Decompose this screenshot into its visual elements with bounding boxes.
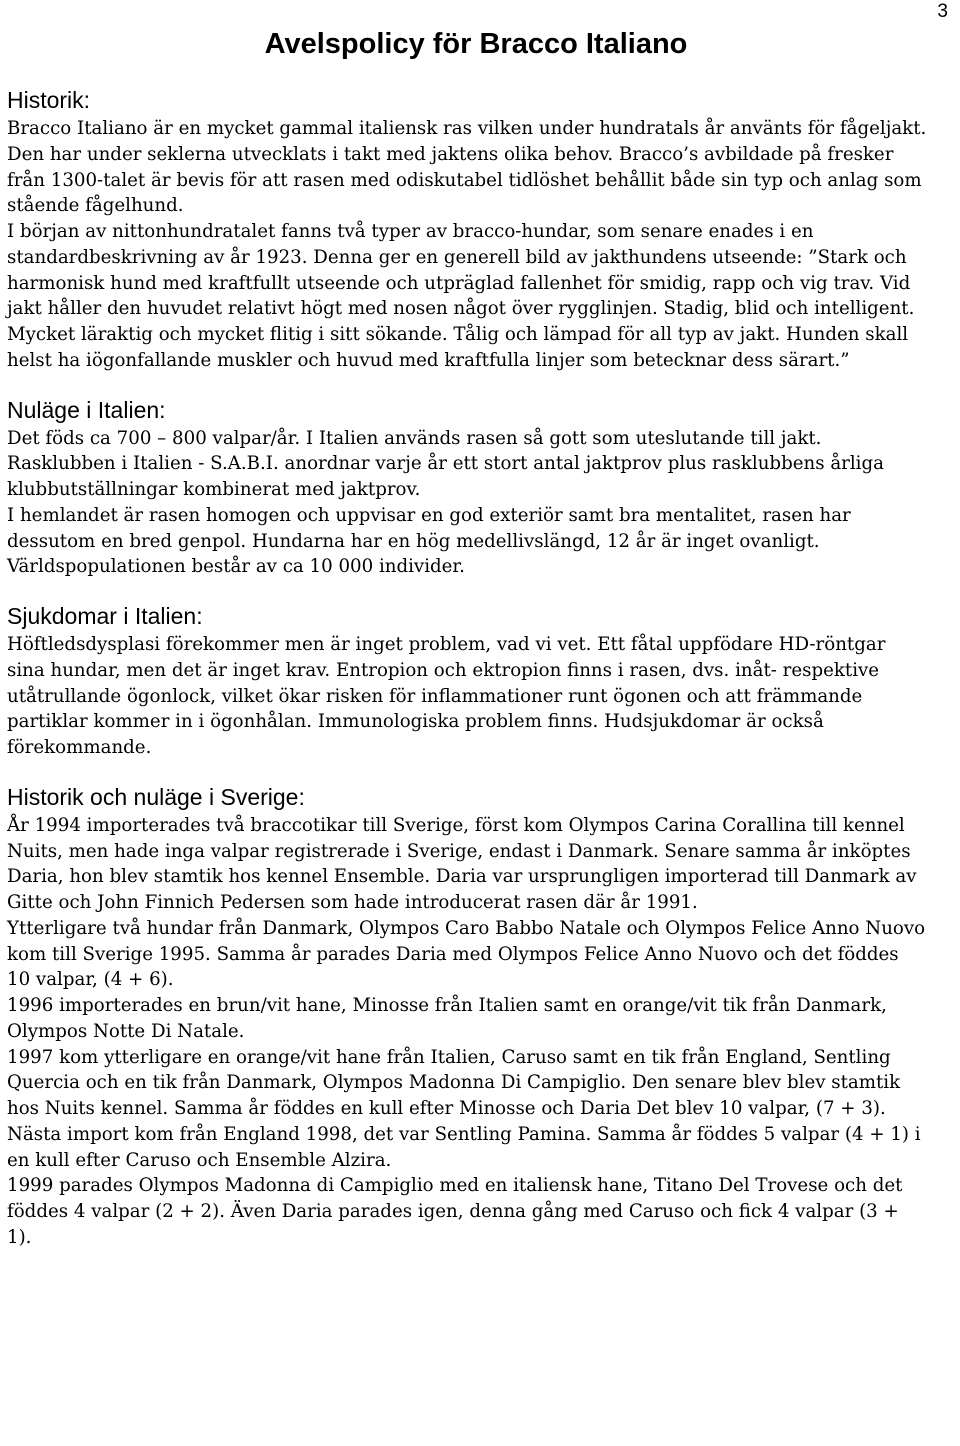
paragraph: Det föds ca 700 – 800 valpar/år. I Italien används rasen så gott som uteslutande till jakt. Rasklubben i Italien - S.A.B.I. anordnar varje år ett stort antal jaktprov plus rasklubbens årliga klubbutställningar kombinerat med jaktprov. [7, 427, 884, 500]
document-title: Avelspolicy för Bracco Italiano [264, 28, 688, 60]
paragraph: Nästa import kom från England 1998, det var Sentling Pamina. Samma år föddes 5 valpar (4 + 1) i en kull efter Caruso och Ensemble Alzira. [7, 1123, 921, 1171]
section-nulage-italien [7, 396, 927, 581]
paragraph: Höftledsdysplasi förekommer men är inget problem, vad vi vet. Ett fåtal uppfödare HD-röntgar sina hundar, men det är inget krav. Entropion och ektropion finns i rasen, dvs. inåt- respektive utåtrullande ögonlock, vilket ökar risken för inflammationer runt ögonen och att främmande partiklar kommer in i ögonhålan. Immunologiska problem finns. Hudsjukdomar är också förekommande. [7, 634, 886, 758]
paragraph: I början av nittonhundratalet fanns två typer av bracco-hundar, som senare enades i en standardbeskrivning av år 1923. Denna ger en generell bild av jakthundens utseende: ”Stark och harmonisk hund med kraftfullt utseende och utpräglad fallenhet för smidig, rapp och vig trav. Vid jakt håller den huvudet relativt högt med nosen något över rygglinjen. Stadig, blid och intelligent. Mycket läraktig och mycket flitig i sitt sökande. Tålig och lämpad för all typ av jakt. Hunden skall helst ha iögonfallande muskler och huvud med kraftfulla linjer som betecknar dess särart.” [7, 221, 915, 371]
page-number: 3 [937, 1, 948, 22]
section-heading: Historik: [7, 87, 91, 113]
section-heading: Sjukdomar i Italien: [7, 603, 203, 629]
paragraph: 1999 parades Olympos Madonna di Campiglio med en italiensk hane, Titano Del Trovese och det föddes 4 valpar (2 + 2). Även Daria parades igen, denna gång med Caruso och fick 4 valpar (3 + 1). [7, 1175, 903, 1248]
paragraph: I hemlandet är rasen homogen och uppvisar en god exteriör samt bra mentalitet, rasen har dessutom en bred genpol. Hundarna har en hög medellivslängd, 12 år är inget ovanligt. Världspopulationen består av ca 10 000 individer. [7, 504, 851, 578]
section-heading: Historik och nuläge i Sverige: [7, 783, 305, 810]
paragraph: Bracco Italiano är en mycket gammal italiensk ras vilken under hundratals år använts för fågeljakt. Den har under seklerna utvecklats i takt med jaktens olika behov. Bracco’s avbildade på fresker från 1300-talet är bevis för att rasen med odiskutabel tidlöshet behållit både sin typ och anlag som stående fågelhund. [7, 118, 927, 217]
paragraph: År 1994 importerades två braccotikar till Sverige, först kom Olympos Carina Corallina till kennel Nuits, men hade inga valpar registrerade i Sverige, endast i Danmark. Senare samma år inköptes Daria, hon blev stamtik hos kennel Ensemble. Daria var ursprungligen importerad till Danmark av Gitte och John Finnich Pedersen som hade introducerat rasen där år 1991. [7, 814, 917, 913]
paragraph: Ytterligare två hundar från Danmark, Olympos Caro Babbo Natale och Olympos Felice Anno Nuovo kom till Sverige 1995. Samma år parades Daria med Olympos Felice Anno Nuovo och det föddes 10 valpar, (4 + 6). [7, 917, 926, 991]
section-heading: Nuläge i Italien: [7, 396, 166, 423]
section-sjukdomar-italien [7, 602, 927, 761]
section-historik [7, 86, 927, 374]
section-historik-sverige [7, 783, 927, 1251]
paragraph: 1997 kom ytterligare en orange/vit hane från Italien, Caruso samt en tik från England, Sentling Quercia och en tik från Danmark, Olympos Madonna Di Campiglio. Den senare blev blev stamtik hos Nuits kennel. Samma år föddes en kull efter Minosse och Daria Det blev 10 valpar, (7 + 3). [7, 1046, 901, 1119]
document-body [7, 86, 927, 1251]
paragraph: 1996 importerades en brun/vit hane, Minosse från Italien samt en orange/vit tik från Danmark, Olympos Notte Di Natale. [7, 995, 887, 1042]
